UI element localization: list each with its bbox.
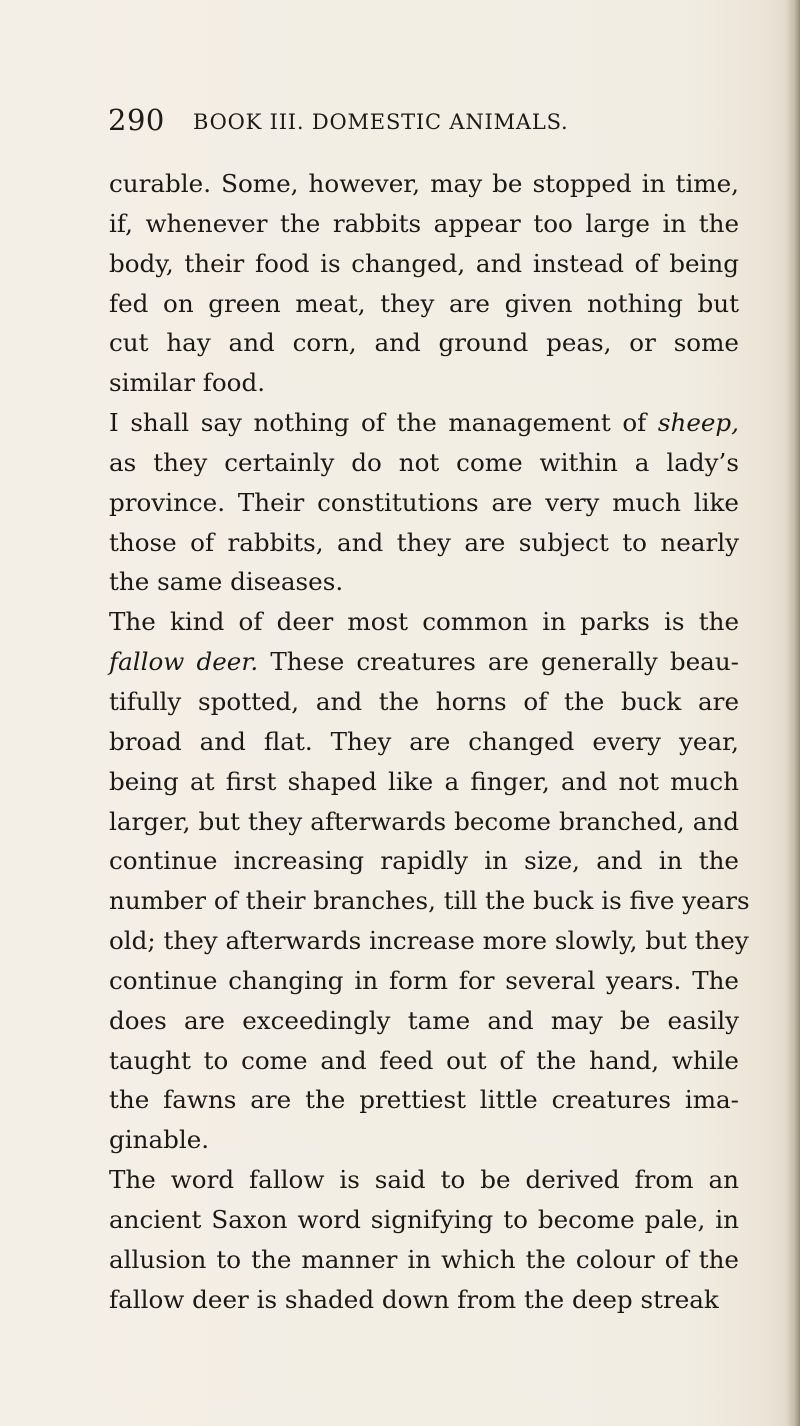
text-line: larger, but they afterwards become branched, and bbox=[109, 806, 739, 836]
text-line: number of their branches, till the buck is five years bbox=[109, 886, 750, 916]
text-line: fed on green meat, they are given nothing but bbox=[109, 288, 739, 318]
page-number: 290 bbox=[108, 103, 165, 137]
italic-term: fallow deer. bbox=[109, 647, 259, 677]
text-line: those of rabbits, and they are subject to nearly bbox=[109, 527, 739, 557]
text-line: taught to come and feed out of the hand, while bbox=[109, 1045, 739, 1075]
text-line bbox=[109, 403, 739, 443]
italic-term: sheep, bbox=[657, 408, 739, 438]
text-line: province. Their constitutions are very much like bbox=[109, 487, 739, 517]
text-run: I shall say nothing of the management of bbox=[109, 408, 658, 438]
text-line bbox=[109, 642, 739, 682]
text-line: does are exceedingly tame and may be easily bbox=[109, 1005, 739, 1035]
text-line: the fawns are the prettiest little creatures ima- bbox=[109, 1085, 739, 1115]
text-line: continue increasing rapidly in size, and in the bbox=[109, 846, 739, 876]
text-line: as they certainly do not come within a lady’s bbox=[109, 447, 739, 477]
text-line: the same diseases. bbox=[109, 567, 344, 597]
text-line: continue changing in form for several years. The bbox=[109, 965, 739, 995]
text-line: old; they afterwards increase more slowly, but they bbox=[109, 926, 749, 956]
running-head: BOOK III. DOMESTIC ANIMALS. bbox=[193, 110, 569, 134]
text-line: The kind of deer most common in parks is the bbox=[109, 607, 739, 637]
page-header bbox=[108, 103, 728, 143]
text-line: The word fallow is said to be derived from an bbox=[109, 1165, 739, 1195]
body-text bbox=[109, 164, 750, 1319]
text-line: if, whenever the rabbits appear too large in the bbox=[109, 208, 739, 238]
text-line: body, their food is changed, and instead of being bbox=[109, 248, 739, 278]
text-line: allusion to the manner in which the colour of the bbox=[109, 1244, 739, 1274]
text-run: These creatures are generally beau- bbox=[258, 647, 739, 677]
text-line: broad and flat. They are changed every year, bbox=[109, 726, 739, 756]
text-line: cut hay and corn, and ground peas, or some bbox=[109, 328, 739, 358]
page-edge-shadow bbox=[786, 0, 800, 1426]
text-line: tifully spotted, and the horns of the buck are bbox=[109, 686, 739, 716]
text-line: fallow deer is shaded down from the deep streak bbox=[109, 1284, 719, 1314]
text-line: curable. Some, however, may be stopped in time, bbox=[109, 169, 739, 198]
text-line: ancient Saxon word signifying to become pale, in bbox=[109, 1204, 739, 1234]
text-line: similar food. bbox=[109, 368, 266, 398]
text-line: ginable. bbox=[109, 1125, 210, 1155]
text-line: being at first shaped like a finger, and not much bbox=[109, 766, 739, 796]
